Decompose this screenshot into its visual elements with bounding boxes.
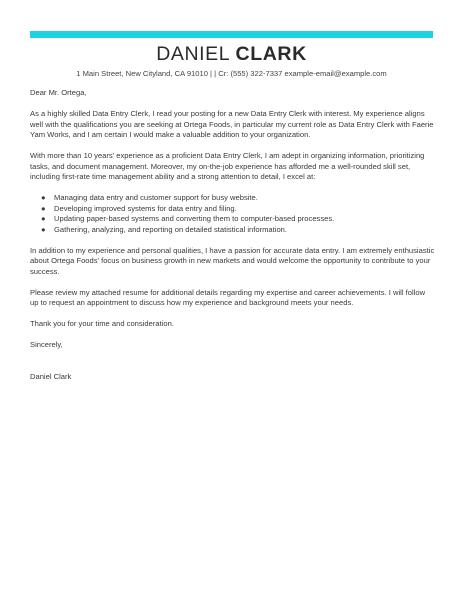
salutation: Dear Mr. Ortega, xyxy=(30,88,87,97)
letter-body xyxy=(30,88,435,393)
list-item xyxy=(30,225,435,236)
paragraph-passion: In addition to my experience and personal qualities, I have a passion for accurate data entry. I am extremely enthusiastic about Ortega Foods' focus on business growth in new markets and would welcome the opportunity to contribute to your success. xyxy=(30,245,435,276)
paragraph-followup: Please review my attached resume for additional details regarding my expertise and career achievements. I will follow up to request an appointment to discuss how my experience and background meets your needs. xyxy=(30,287,426,307)
bullet-text: Managing data entry and customer support for busy website. xyxy=(54,193,258,202)
list-item xyxy=(30,214,435,225)
list-item xyxy=(30,193,435,204)
skills-list xyxy=(30,193,435,235)
first-name: DANIEL xyxy=(156,43,230,65)
bullet-text: Gathering, analyzing, and reporting on detailed statistical information. xyxy=(54,224,288,234)
bullet-text: Updating paper-based systems and converting them to computer-based processes. xyxy=(54,214,335,223)
contact-line: 1 Main Street, New Cityland, CA 91010 | | Cr: (555) 322-7337 example-email@example.com xyxy=(76,69,387,78)
bullet-icon: ● xyxy=(41,203,46,213)
applicant-name xyxy=(0,42,463,66)
thanks-line: Thank you for your time and consideration. xyxy=(30,319,174,328)
last-name: CLARK xyxy=(235,43,307,65)
closing: Sincerely, xyxy=(30,340,63,349)
bullet-text: Developing improved systems for data entry and filing. xyxy=(54,203,237,213)
signature-space xyxy=(30,361,435,372)
header-accent-bar xyxy=(30,31,433,38)
bullet-icon: ● xyxy=(41,224,46,234)
signature: Daniel Clark xyxy=(30,371,72,381)
bullet-icon: ● xyxy=(41,214,46,223)
paragraph-experience: With more than 10 years' experience as a proficient Data Entry Clerk, I am adept in organizing information, prioritizing tasks, and document management. Moreover, my on-the-job experience has afforded me a well-rounded skill set, including first-rate time management ability and a strong attention to detail, I excel at: xyxy=(30,151,425,181)
bullet-icon: ● xyxy=(41,193,46,202)
list-item xyxy=(30,204,435,215)
paragraph-intro: As a highly skilled Data Entry Clerk, I read your posting for a new Data Entry Clerk with interest. My experience aligns well with the qualifications you are seeking at Ortega Foods, in particular my current role as Data Entry Clerk with Faerie Yam Works, and I am certain I would make a valuable addition to your organization. xyxy=(30,109,434,139)
